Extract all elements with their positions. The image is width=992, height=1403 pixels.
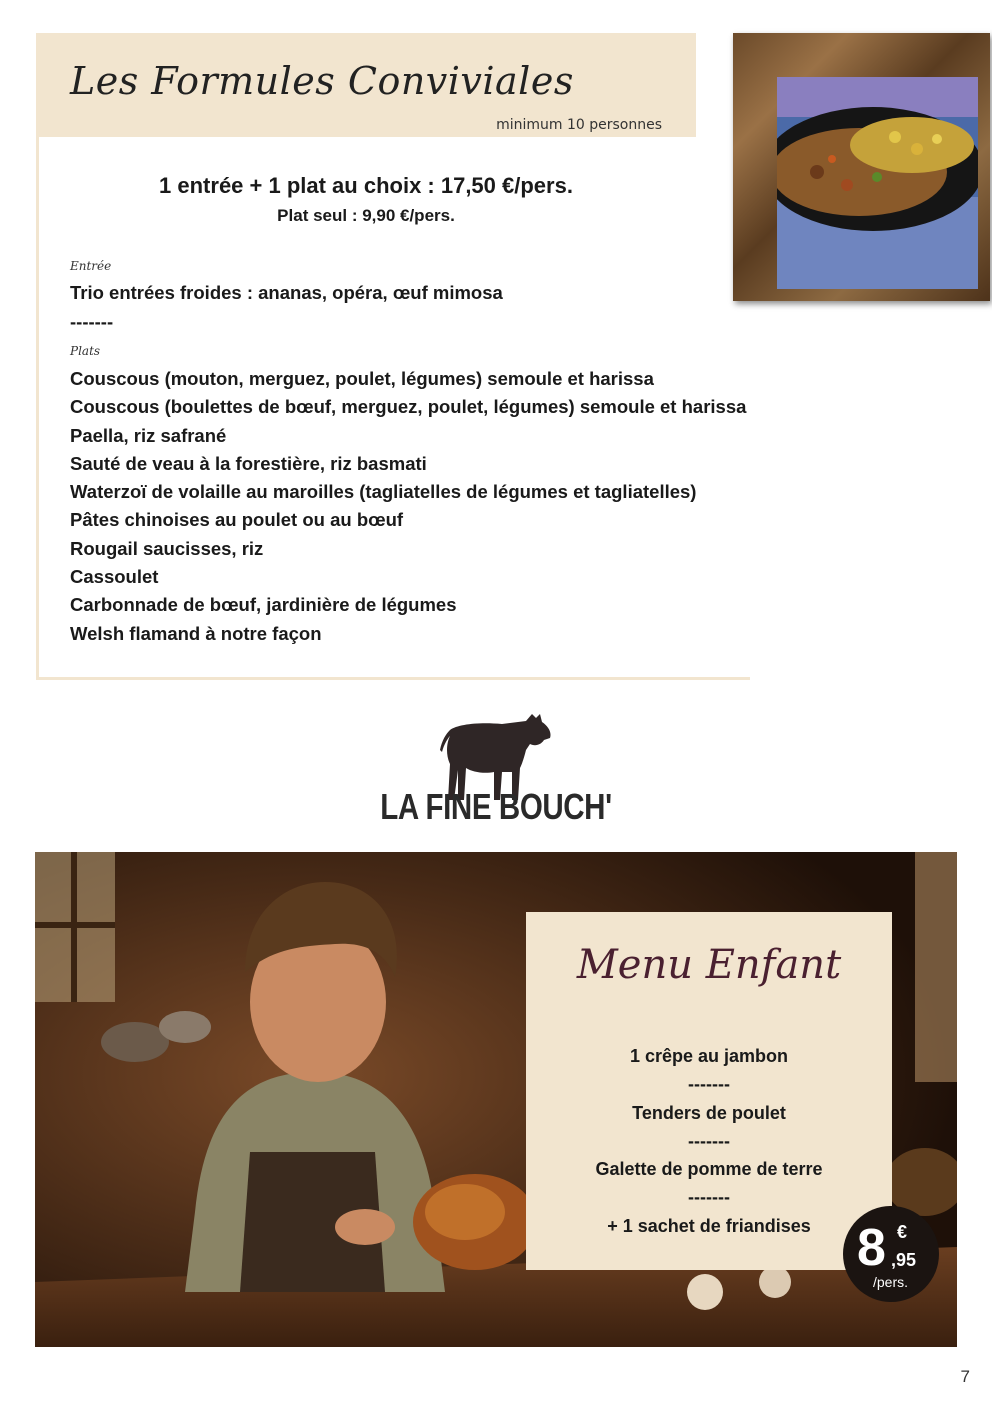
separator: ------- — [688, 1074, 730, 1095]
logo-text: LA FINE BOUCH' — [380, 786, 612, 827]
kids-menu-title: Menu Enfant — [576, 942, 842, 988]
formules-menu-box — [36, 137, 750, 677]
list-item: Couscous (mouton, merguez, poulet, légumes) semoule et harissa — [70, 368, 654, 389]
price-integer: 8 — [857, 1219, 886, 1277]
list-item: Rougail saucisses, riz — [70, 537, 264, 559]
list-item: Cassoulet — [70, 566, 159, 588]
price-badge — [843, 1206, 939, 1302]
price-sub: Plat seul : 9,90 €/pers. — [277, 206, 455, 225]
page-number: 7 — [960, 1367, 970, 1386]
formules-title: Les Formules Conviviales — [70, 59, 574, 103]
list-item: Sauté de veau à la forestière, riz basmati — [70, 452, 427, 474]
plats-list — [70, 365, 746, 648]
entree-label: Entrée — [70, 259, 112, 273]
list-item: Paella, riz safrané — [70, 424, 227, 446]
formules-subtitle: minimum 10 personnes — [496, 117, 662, 133]
price-decimal: ,95 — [891, 1250, 917, 1270]
price-unit: /pers. — [873, 1274, 909, 1290]
list-item: Couscous (boulettes de bœuf, merguez, poulet, légumes) semoule et harissa — [70, 396, 747, 418]
separator: ------- — [70, 311, 114, 332]
separator: ------- — [688, 1130, 730, 1151]
price-main: 1 entrée + 1 plat au choix : 17,50 €/pers. — [159, 173, 573, 198]
kids-menu-list — [526, 1042, 892, 1240]
list-item: Welsh flamand à notre façon — [70, 622, 322, 644]
list-item: Tenders de poulet — [632, 1102, 786, 1123]
list-item: Waterzoï de volaille au maroilles (tagliatelles de légumes et tagliatelles) — [70, 481, 697, 503]
paella-framed-photo — [733, 33, 990, 301]
plats-label: Plats — [70, 344, 101, 358]
entree-item: Trio entrées froides : ananas, opéra, œuf mimosa — [70, 282, 503, 303]
logo — [330, 708, 662, 828]
kids-menu-card — [526, 912, 892, 1270]
separator: ------- — [688, 1187, 730, 1208]
list-item: Galette de pomme de terre — [595, 1159, 823, 1180]
title-band — [36, 33, 696, 137]
price-currency: € — [897, 1222, 908, 1242]
paella-photo — [777, 77, 978, 289]
list-item: Pâtes chinoises au poulet ou au bœuf — [70, 509, 404, 531]
bottom-rule — [36, 677, 750, 680]
list-item: + 1 sachet de friandises — [607, 1215, 811, 1236]
list-item: 1 crêpe au jambon — [629, 1046, 789, 1066]
list-item: Carbonnade de bœuf, jardinière de légumes — [70, 594, 457, 616]
